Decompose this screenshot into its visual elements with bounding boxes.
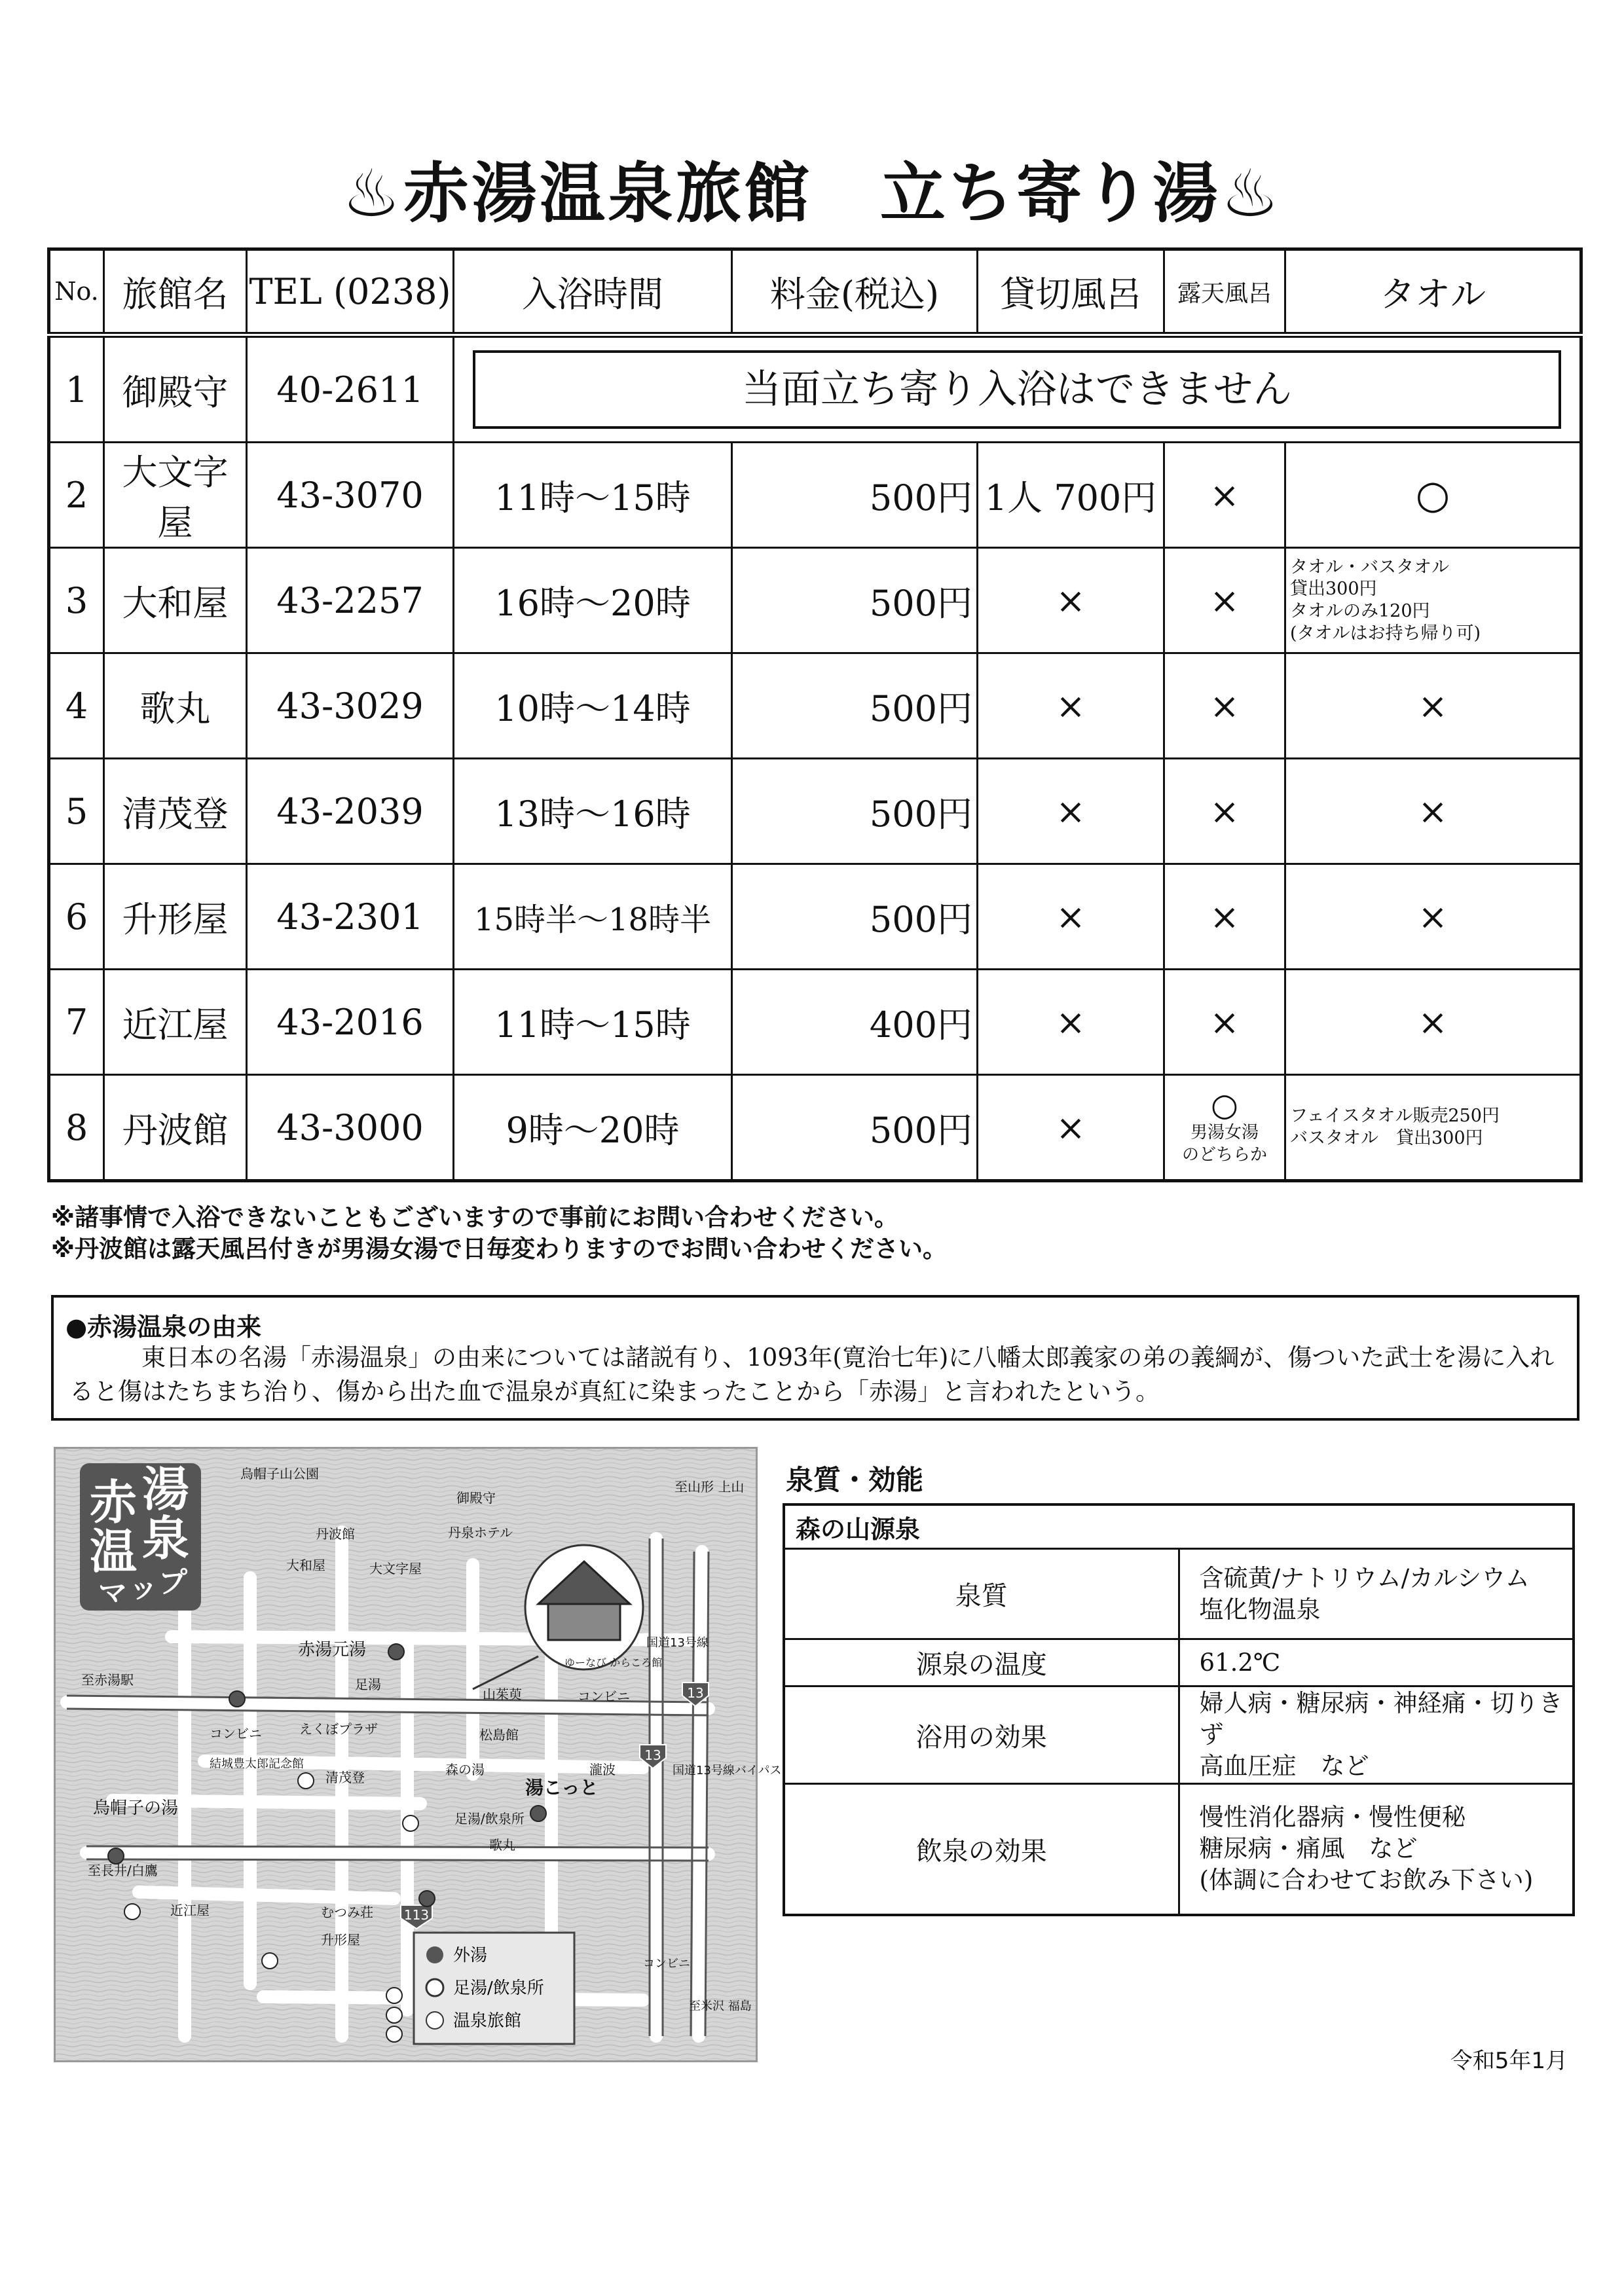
map-label: 足湯/飲泉所	[454, 1811, 525, 1827]
map-label: 松島館	[479, 1727, 519, 1743]
row-hours: 10時～14時	[454, 653, 732, 759]
table-row	[49, 335, 1581, 443]
map-label: 升形屋	[321, 1932, 360, 1948]
row-towel	[1285, 1075, 1581, 1181]
header-towel: タオル	[1285, 249, 1581, 335]
table-header-row	[49, 249, 1581, 335]
row-private-bath: ×	[978, 864, 1164, 970]
spring-title: 泉質・効能	[786, 1464, 924, 1496]
map-title-char: 赤	[90, 1475, 138, 1530]
spring-line: 慢性消化器病・慢性便秘	[1199, 1803, 1466, 1832]
row-tel: 43-2301	[247, 864, 454, 970]
spring-row	[784, 1784, 1574, 1915]
header-hours: 入浴時間	[454, 249, 732, 335]
spring-line: 婦人病・糖尿病・神経痛・切りきず	[1199, 1689, 1563, 1749]
header-no: No.	[49, 249, 104, 335]
row-outdoor-bath: ×	[1164, 864, 1285, 970]
header-private-bath: 貸切風呂	[978, 249, 1164, 335]
row-price: 500円	[732, 548, 978, 653]
row-no: 8	[49, 1075, 104, 1181]
row-private-bath: ×	[978, 1075, 1164, 1181]
row-name: 丹波館	[104, 1075, 247, 1181]
spring-label: 飲泉の効果	[784, 1784, 1179, 1915]
row-price: 400円	[732, 970, 978, 1075]
map-label: 山茱萸	[483, 1686, 522, 1702]
map-label: 至米沢 福島	[689, 1999, 752, 2013]
outdoor-line: のどちらか	[1181, 1145, 1267, 1165]
row-name: 清茂登	[104, 759, 247, 864]
spring-label: 浴用の効果	[784, 1686, 1179, 1784]
map-title	[80, 1462, 201, 1611]
row-no: 2	[49, 443, 104, 548]
row-name: 歌丸	[104, 653, 247, 759]
map-title-char: ッ	[129, 1571, 158, 1605]
spring-value	[1179, 1549, 1574, 1639]
map-label: 烏帽子山公園	[240, 1466, 319, 1482]
map-label: 国道13号線バイパス	[673, 1764, 782, 1777]
header-outdoor-bath: 露天風呂	[1164, 249, 1285, 335]
map-title-char: マ	[98, 1576, 127, 1610]
map-label: 丹泉ホテル	[448, 1525, 513, 1540]
row-no: 1	[49, 335, 104, 443]
map-label: 清茂登	[325, 1770, 365, 1785]
spring-value	[1179, 1784, 1574, 1915]
row-hours: 13時～16時	[454, 759, 732, 864]
spring-row	[784, 1549, 1574, 1639]
spring-line: 高血圧症 など	[1199, 1752, 1369, 1780]
row-tel: 43-3070	[247, 443, 454, 548]
row-hours: 11時～15時	[454, 970, 732, 1075]
spring-line: 含硫黄/ナトリウム/カルシウム	[1199, 1563, 1530, 1592]
page-title	[0, 141, 1624, 235]
spring-table	[783, 1503, 1575, 1916]
row-no: 3	[49, 548, 104, 653]
row-no: 5	[49, 759, 104, 864]
towel-line: タオルのみ120円	[1290, 601, 1430, 621]
row-price: 500円	[732, 759, 978, 864]
table-row	[49, 759, 1581, 864]
header-name: 旅館名	[104, 249, 247, 335]
row-outdoor-bath: ×	[1164, 443, 1285, 548]
row-towel: ○	[1285, 443, 1581, 548]
row-private-bath: ×	[978, 759, 1164, 864]
row-tel: 43-2257	[247, 548, 454, 653]
row-private-bath: ×	[978, 970, 1164, 1075]
row-outdoor-bath	[1164, 1075, 1285, 1181]
map-label: 赤湯元湯	[298, 1640, 367, 1660]
spring-line: 塩化物温泉	[1199, 1595, 1321, 1624]
origin-heading: ●赤湯温泉の由来	[65, 1313, 262, 1341]
town-map	[54, 1447, 782, 2062]
row-price: 500円	[732, 864, 978, 970]
spring-value: 61.2℃	[1179, 1639, 1574, 1686]
row-private-bath: 1人 700円	[978, 443, 1164, 548]
map-label: 国道13号線	[646, 1636, 709, 1650]
spring-source-row	[784, 1504, 1574, 1549]
map-title-char: プ	[158, 1566, 187, 1599]
map-label: 近江屋	[170, 1903, 210, 1918]
note-line: ※丹波館は露天風呂付きが男湯女湯で日毎変わりますのでお問い合わせください。	[51, 1235, 947, 1263]
title-text: 赤湯温泉旅館 立ち寄り湯	[403, 155, 1221, 232]
spring-line: 糖尿病・痛風 など	[1199, 1834, 1418, 1863]
map-legend	[414, 1933, 574, 2044]
spring-value	[1179, 1686, 1574, 1784]
header-tel: TEL (0238)	[247, 249, 454, 335]
row-tel: 43-3029	[247, 653, 454, 759]
row-price: 500円	[732, 443, 978, 548]
map-label: コンビニ	[643, 1957, 690, 1971]
issue-date: 令和5年1月	[1450, 2048, 1568, 2074]
row-private-bath: ×	[978, 653, 1164, 759]
table-row	[49, 653, 1581, 759]
map-label: 大文字屋	[369, 1561, 422, 1576]
row-towel	[1285, 548, 1581, 653]
row-name: 大文字屋	[104, 443, 247, 548]
route-113-label: 113	[403, 1907, 430, 1923]
notes	[51, 1202, 947, 1265]
map-label: 烏帽子の湯	[93, 1798, 179, 1818]
outdoor-line: 男湯女湯	[1190, 1123, 1259, 1143]
route-13-label: 13	[644, 1747, 661, 1763]
table-row	[49, 970, 1581, 1075]
row-price: 500円	[732, 1075, 978, 1181]
row-tel: 43-2016	[247, 970, 454, 1075]
row-tel: 43-3000	[247, 1075, 454, 1181]
route-13-label: 13	[687, 1685, 704, 1701]
spring-row	[784, 1639, 1574, 1686]
row-towel: ×	[1285, 653, 1581, 759]
row-name: 御殿守	[104, 335, 247, 443]
hot-spring-icon: ♨	[1221, 155, 1282, 232]
map-label: えくぼプラザ	[299, 1721, 378, 1737]
map-label: 御殿守	[456, 1490, 496, 1506]
row-hours: 11時～15時	[454, 443, 732, 548]
map-label: コンビニ	[210, 1726, 262, 1741]
row-tel: 43-2039	[247, 759, 454, 864]
row-hours: 16時～20時	[454, 548, 732, 653]
onsen-table	[47, 247, 1583, 1182]
map-label: 至山形 上山	[674, 1479, 745, 1495]
row-name: 大和屋	[104, 548, 247, 653]
map-label: 森の湯	[445, 1762, 485, 1777]
row-towel: ×	[1285, 864, 1581, 970]
map-label: 丹波館	[316, 1526, 355, 1542]
table-row	[49, 1075, 1581, 1181]
row-no: 4	[49, 653, 104, 759]
map-title-char: 湯	[142, 1462, 190, 1517]
table-row	[49, 864, 1581, 970]
row-name: 升形屋	[104, 864, 247, 970]
row-price: 500円	[732, 653, 978, 759]
map-label: 至長井/白鷹	[88, 1863, 158, 1878]
map-label: 瀧波	[589, 1762, 616, 1777]
unavailable-notice: 当面立ち寄り入浴はできません	[473, 350, 1561, 429]
row-tel: 40-2611	[247, 335, 454, 443]
spring-row	[784, 1686, 1574, 1784]
row-outdoor-bath: ×	[1164, 548, 1285, 653]
row-outdoor-bath: ×	[1164, 970, 1285, 1075]
table-row	[49, 443, 1581, 548]
row-hours: 15時半～18時半	[454, 864, 732, 970]
map-label: コンビニ	[578, 1688, 630, 1704]
outdoor-mark: ○	[1211, 1087, 1238, 1124]
row-name: 近江屋	[104, 970, 247, 1075]
map-label: 大和屋	[286, 1558, 325, 1573]
origin-box	[51, 1295, 1579, 1421]
row-no: 6	[49, 864, 104, 970]
towel-line: (タオルはお持ち帰り可)	[1290, 623, 1481, 644]
spring-label: 泉質	[784, 1549, 1179, 1639]
map-label: 歌丸	[489, 1837, 515, 1853]
map-title-char: 温	[90, 1524, 138, 1579]
legend-item: 温泉旅館	[453, 2011, 522, 2031]
map-title-char: 泉	[142, 1511, 190, 1566]
map-label: 結城豊太郎記念館	[210, 1757, 304, 1771]
spring-line: (体調に合わせてお飲み下さい)	[1199, 1866, 1534, 1895]
towel-line: バスタオル 貸出300円	[1290, 1128, 1483, 1148]
row-no: 7	[49, 970, 104, 1075]
map-label: ゆーなび からころ館	[564, 1656, 663, 1669]
map-label: むつみ荘	[321, 1904, 373, 1920]
legend-item: 外湯	[453, 1946, 488, 1965]
header-price: 料金(税込)	[732, 249, 978, 335]
row-towel: ×	[1285, 759, 1581, 864]
legend-item: 足湯/飲泉所	[453, 1978, 544, 1998]
row-outdoor-bath: ×	[1164, 653, 1285, 759]
notice-cell	[454, 335, 1581, 443]
note-line: ※諸事情で入浴できないこともございますので事前にお問い合わせください。	[51, 1203, 898, 1231]
map-label: 足湯	[355, 1677, 381, 1692]
origin-text: 東日本の名湯「赤湯温泉」の由来については諸説有り、1093年(寛治七年)に八幡太郎義家の弟の義綱が、傷ついた武士を湯に入れると傷はたちまち治り、傷から出た血で温泉が真紅に染まったことから「赤湯」と言われたという。	[69, 1343, 1555, 1406]
row-hours: 9時～20時	[454, 1075, 732, 1181]
table-row	[49, 548, 1581, 653]
hot-spring-icon: ♨	[342, 155, 403, 232]
spring-source: 森の山源泉	[784, 1504, 1574, 1549]
row-outdoor-bath: ×	[1164, 759, 1285, 864]
row-private-bath: ×	[978, 548, 1164, 653]
map-label: 湯こっと	[525, 1777, 599, 1798]
map-label: 至赤湯駅	[81, 1672, 134, 1688]
spring-label: 源泉の温度	[784, 1639, 1179, 1686]
row-towel: ×	[1285, 970, 1581, 1075]
towel-line: フェイスタオル販売250円	[1290, 1106, 1500, 1127]
towel-line: タオル・バスタオル	[1290, 556, 1449, 577]
towel-line: 貸出300円	[1290, 579, 1377, 600]
